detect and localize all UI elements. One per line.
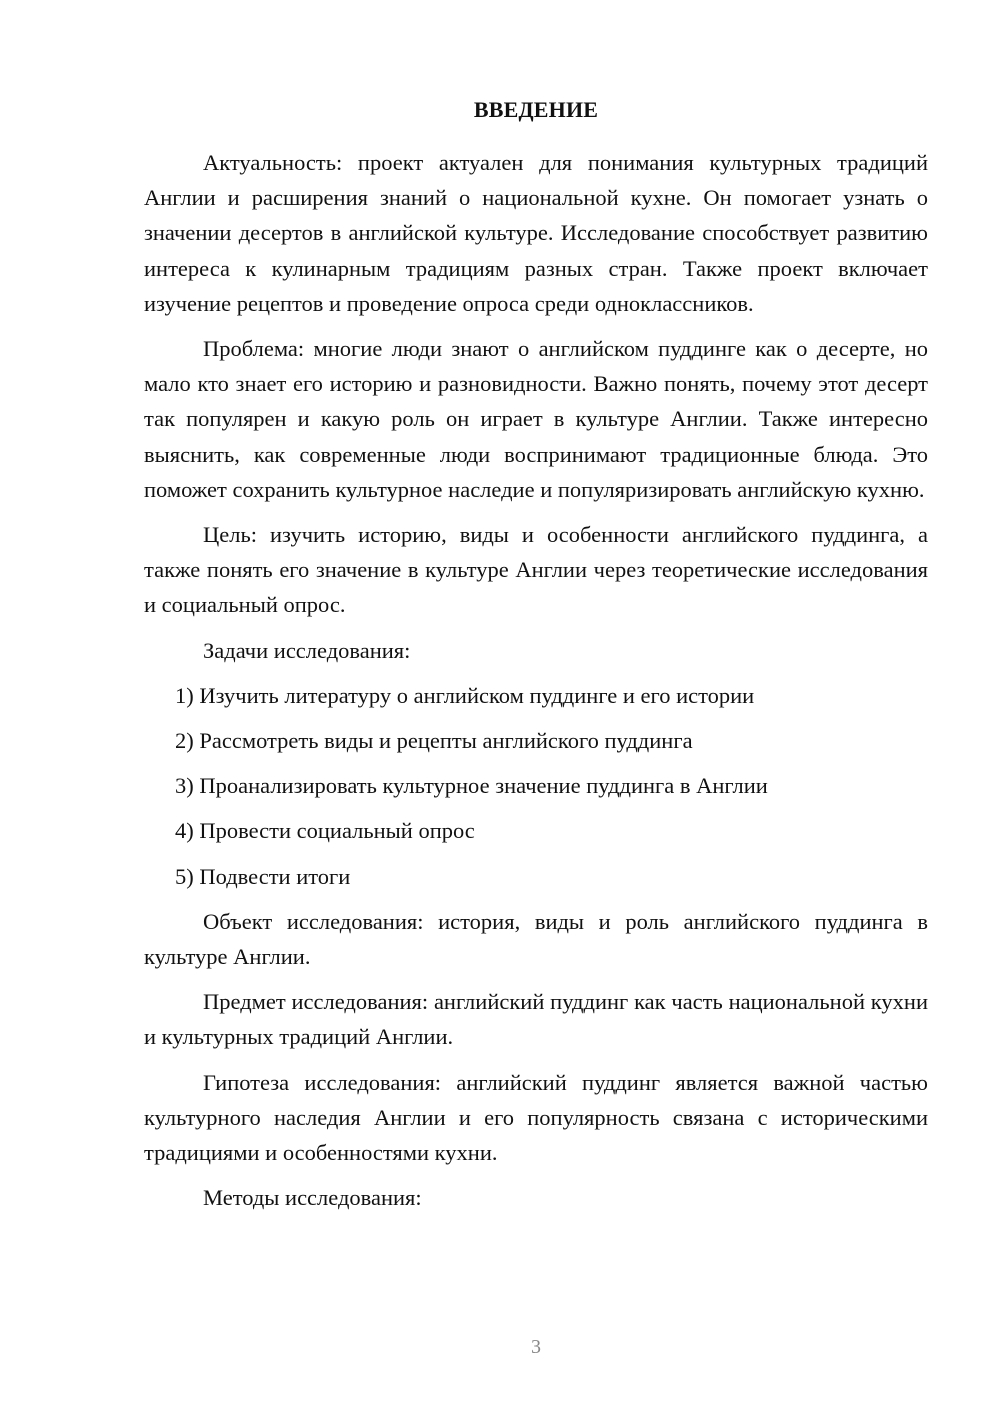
task-item-1: 1) Изучить литературу о английском пуддинге и его истории <box>175 682 755 708</box>
tasks-list <box>144 678 928 894</box>
methods-heading: Методы исследования: <box>203 1185 422 1211</box>
page-title: ВВЕДЕНИЕ <box>473 97 599 122</box>
task-item-5: 5) Подвести итоги <box>175 863 351 889</box>
relevance-paragraph: Актуальность: проект актуален для понимания культурных традиций Англии и расширения знаний о национальной кухне. Он помогает узнать о значении десертов в английской культуре. Исследование способствует развитию интереса к кулинарным традициям разных стран. Также проект включает изучение рецептов и проведение опроса среди одноклассников. <box>144 150 928 316</box>
subject-paragraph: Предмет исследования: английский пуддинг как часть национальной кухни и культурных традиций Англии. <box>144 989 928 1050</box>
page-number: 3 <box>531 1336 541 1358</box>
goal-paragraph: Цель: изучить историю, виды и особенности английского пуддинга, а также понять его значение в культуре Англии через теоретические исследования и социальный опрос. <box>144 522 928 618</box>
hypothesis-paragraph: Гипотеза исследования: английский пуддинг является важной частью культурного наследия Англии и его популярность связана с историческими традициями и особенностями кухни. <box>144 1069 928 1166</box>
task-item-4: 4) Провести социальный опрос <box>175 818 475 844</box>
task-item-2: 2) Рассмотреть виды и рецепты английского пуддинга <box>175 728 693 754</box>
task-item-3: 3) Проанализировать культурное значение пуддинга в Англии <box>175 773 768 799</box>
object-paragraph: Объект исследования: история, виды и роль английского пуддинга в культуре Англии. <box>144 908 928 970</box>
page-content <box>144 92 928 1225</box>
tasks-heading: Задачи исследования: <box>203 637 411 663</box>
problem-paragraph: Проблема: многие люди знают о английском пуддинге как о десерте, но мало кто знает его историю и разновидности. Важно понять, почему этот десерт так популярен и какую роль он играет в культуре Англии. Также интересно выяснить, как современные люди воспринимают традиционные блюда. Это поможет сохранить культурное наследие и популяризировать английскую кухню. <box>144 336 928 502</box>
